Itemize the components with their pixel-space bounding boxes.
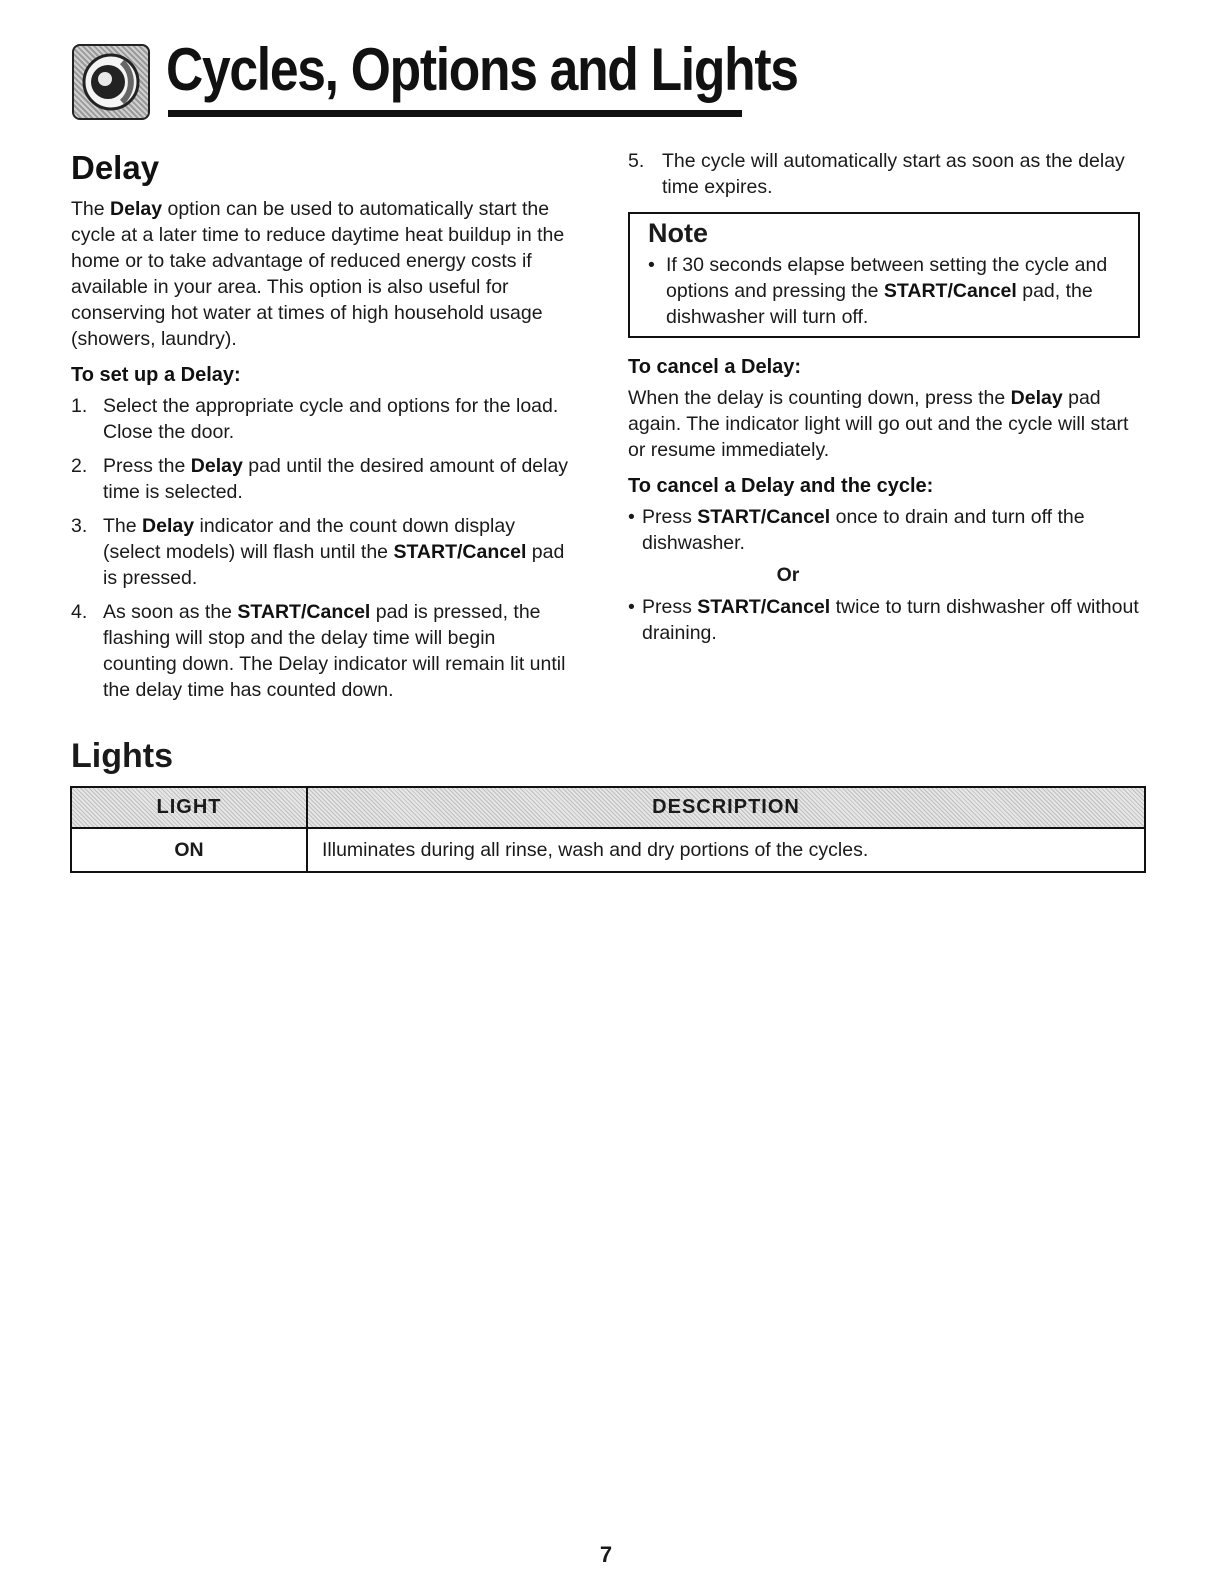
lights-heading: Lights [71,737,173,775]
page-title: Cycles, Options and Lights [166,36,798,103]
description-cell: Illuminates during all rinse, wash and dry portions of the cycles. [307,828,1145,872]
table-row [71,828,1145,872]
list-item: • Press START/Cancel once to drain and turn off the dishwasher. [628,506,1085,554]
left-column [71,146,571,711]
note-title: Note [648,218,708,248]
list-item: • Press START/Cancel twice to turn dishwasher off without draining. [628,596,1139,644]
cancel-delay-text: When the delay is counting down, press the Delay pad again. The indicator light will go out and the cycle will start or resume immediately. [628,387,1129,461]
setup-delay-heading: To set up a Delay: [71,364,241,386]
list-item: 4. As soon as the START/Cancel pad is pressed, the flashing will stop and the delay time will begin counting down. The Delay indicator will remain lit until the delay time has counted down. [71,601,566,701]
column-header-light: LIGHT [71,787,307,828]
lights-table [70,786,1146,873]
list-item: 3. The Delay indicator and the count down display (select models) will flash until the START/Cancel pad is pressed. [71,515,565,589]
title-underline [168,110,742,117]
page-number: 7 [599,1542,613,1567]
dishwasher-cycle-icon [72,44,150,120]
setup-steps-list [71,393,571,703]
list-item: 5. The cycle will automatically start as soon as the delay time expires. [628,150,1125,198]
cancel-cycle-heading: To cancel a Delay and the cycle: [628,475,934,497]
list-item: 2. Press the Delay pad until the desired amount of delay time is selected. [71,455,569,503]
cancel-delay-heading: To cancel a Delay: [628,356,802,378]
note-box [628,212,1140,338]
right-column [628,148,1148,646]
delay-heading: Delay [71,149,160,186]
light-cell: ON [71,828,307,872]
note-text: • If 30 seconds elapse between setting the cycle and options and pressing the START/Cancel pad, the dishwasher will turn off. [648,254,1108,328]
table-header-row [71,787,1145,828]
column-header-description: DESCRIPTION [307,787,1145,828]
or-separator: Or [776,564,800,586]
delay-intro: The Delay option can be used to automatically start the cycle at a later time to reduce daytime heat buildup in the home or to take advantage of reduced energy costs if available in your area. This option is also useful for conserving hot water at times of high household usage (showers, laundry). [71,198,565,350]
list-item: 1. Select the appropriate cycle and options for the load. Close the door. [71,395,559,443]
